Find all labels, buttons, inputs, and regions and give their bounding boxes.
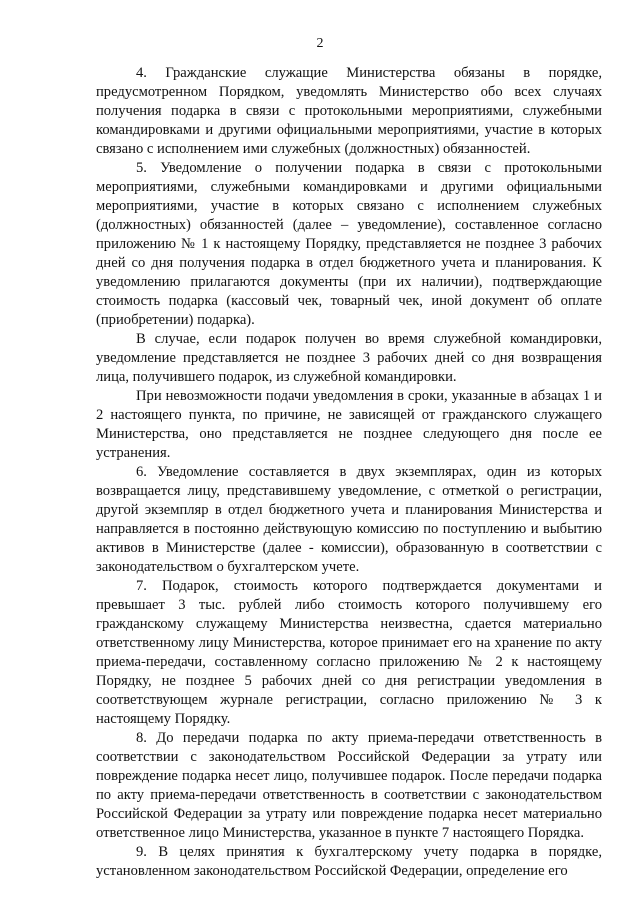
paragraph-item-5-business-trip: В случае, если подарок получен во время служебной командировки, уведомление представляется не позднее 3 рабочих дней со дня возвращения лица, получившего подарок, из служебной командировки. <box>96 331 602 385</box>
paragraph-item-8: 8. До передачи подарка по акту приема-передачи ответственность в соответствии с законодательством Российской Федерации за утрату или повреждение подарка несет лицо, получившее подарок. После передачи подарка по акту приема-передачи ответственность в соответствии с законодательством Российской Федерации за утрату или повреждение подарка несет материально ответственное лицо Министерства, указанное в пункте 7 настоящего Порядка. <box>96 730 602 841</box>
document-body <box>96 64 602 881</box>
paragraph-item-6: 6. Уведомление составляется в двух экземплярах, один из которых возвращается лицу, представившему уведомление, с отметкой о регистрации, другой экземпляр в отдел бюджетного учета и планирования Министерства и направляется в постоянно действующую комиссию по поступлению и выбытию активов в Министерстве (далее - комиссии), образованную в соответствии с законодательством о бухгалтерском учете. <box>96 464 602 575</box>
paragraph-item-5-impossibility: При невозможности подачи уведомления в сроки, указанные в абзацах 1 и 2 настоящего пункта, по причине, не зависящей от гражданского служащего Министерства, оно представляется не позднее следующего дня после ее устранения. <box>96 388 602 461</box>
paragraph-item-7: 7. Подарок, стоимость которого подтверждается документами и превышает 3 тыс. рублей либо стоимость которого получившему его гражданскому служащему Министерства неизвестна, сдается материально ответственному лицу Министерства, которое принимает его на хранение по акту приема-передачи, составленному согласно приложению № 2 к настоящему Порядку, не позднее 5 рабочих дней со дня регистрации уведомления в соответствующем журнале регистрации, согласно приложению № 3 к настоящему Порядку. <box>96 578 602 727</box>
paragraph-item-5: 5. Уведомление о получении подарка в связи с протокольными мероприятиями, служебными командировками и другими официальными мероприятиями, участие в которых связано с исполнением служебных (должностных) обязанностей (далее – уведомление), составленное согласно приложению № 1 к настоящему Порядку, представляется не позднее 3 рабочих дней со дня получения подарка в отдел бюджетного учета и планирования. К уведомлению прилагаются документы (при их наличии), подтверждающие стоимость подарка (кассовый чек, товарный чек, иной документ об оплате (приобретении) подарка). <box>96 160 602 328</box>
paragraph-item-9: 9. В целях принятия к бухгалтерскому учету подарка в порядке, установленном законодательством Российской Федерации, определение его <box>96 844 602 879</box>
page-number: 2 <box>316 36 324 51</box>
paragraph-item-4: 4. Гражданские служащие Министерства обязаны в порядке, предусмотренном Порядком, уведомлять Министерство обо всех случаях получения подарка в связи с протокольными мероприятиями, служебными командировками и другими официальными мероприятиями, участие в которых связано с исполнением ими служебных (должностных) обязанностей. <box>96 65 602 157</box>
